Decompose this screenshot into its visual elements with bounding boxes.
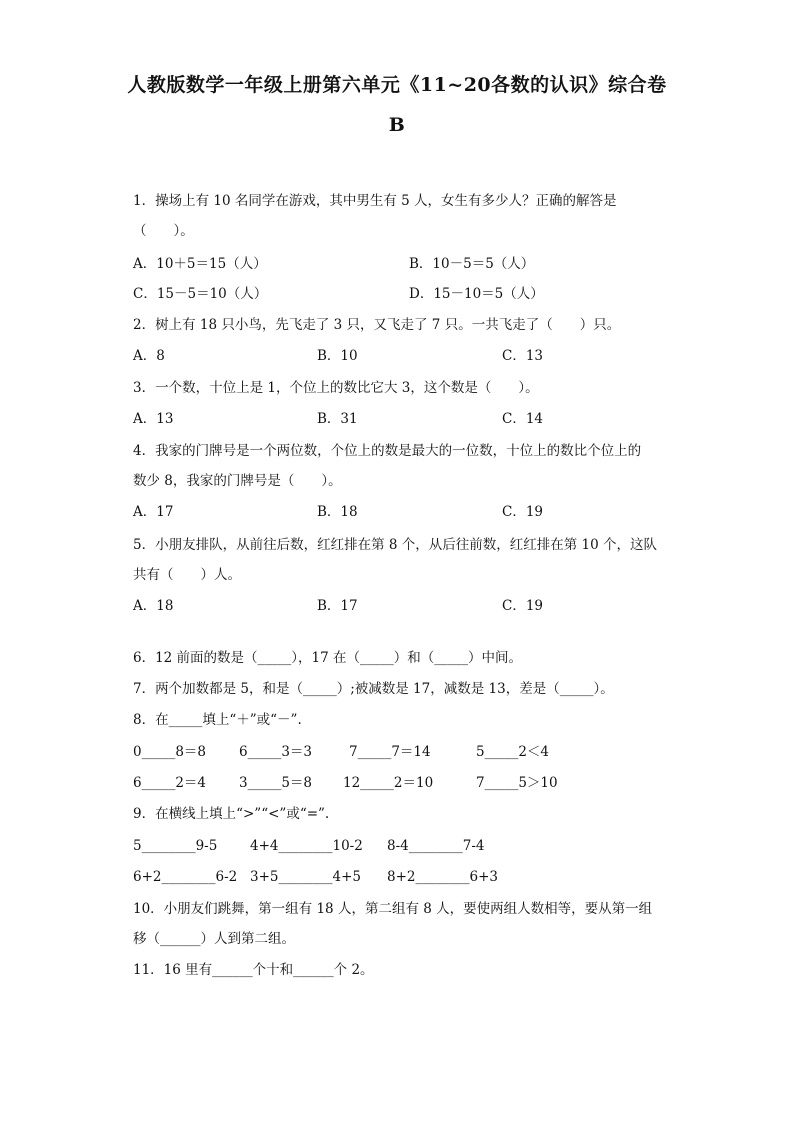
compare-item: 6+2________6-2 xyxy=(133,869,238,885)
compare-item: 8-4________7-4 xyxy=(387,838,485,854)
option-b: B．31 xyxy=(317,411,358,427)
fill-item: 6_____2＝4 xyxy=(133,775,207,791)
option-a: A．10＋5＝15（人） xyxy=(133,256,267,272)
question-7: 7．两个加数都是 5，和是（_____）;被减数是 17，减数是 13，差是（_____）。 xyxy=(133,681,614,697)
option-d: D．15－10＝5（人） xyxy=(409,286,544,302)
title-line-2: B xyxy=(388,114,406,136)
question-11: 11．16 里有______个十和______个 2。 xyxy=(133,962,374,978)
option-a: A．13 xyxy=(133,411,174,427)
fill-item: 7_____7＝14 xyxy=(349,744,431,760)
compare-item: 4+4________10-2 xyxy=(250,838,363,854)
question-stem: 1．操场上有 10 名同学在游戏，其中男生有 5 人，女生有多少人？正确的解答是 xyxy=(133,193,617,209)
question-stem: 8．在_____填上“＋”或“－”. xyxy=(133,712,302,728)
fill-item: 6_____3＝3 xyxy=(239,744,313,760)
fill-item: 7_____5＞10 xyxy=(476,775,558,791)
option-b: B．18 xyxy=(317,504,358,520)
question-stem: 3．一个数，十位上是 1，个位上的数比它大 3，这个数是（ ）。 xyxy=(133,380,539,396)
option-c: C．13 xyxy=(502,348,544,364)
option-a: A．8 xyxy=(133,348,165,364)
fill-item: 5_____2＜4 xyxy=(476,744,550,760)
fill-item: 0_____8＝8 xyxy=(133,744,207,760)
option-a: A．17 xyxy=(133,504,174,520)
fill-item: 3_____5＝8 xyxy=(239,775,313,791)
fill-item: 12_____2＝10 xyxy=(343,775,434,791)
option-a: A．18 xyxy=(133,598,174,614)
compare-item: 5________9-5 xyxy=(133,838,218,854)
option-c: C．14 xyxy=(502,411,544,427)
option-c: C．15－5＝10（人） xyxy=(133,286,268,302)
question-stem: 数少 8，我家的门牌号是（ ）。 xyxy=(133,473,342,489)
option-b: B．10 xyxy=(317,348,358,364)
question-stem: 9．在横线上填上“>”“<”或“=”. xyxy=(133,806,330,822)
question-stem: 5．小朋友排队，从前往后数，红红排在第 8 个，从后往前数，红红排在第 10 个，这队 xyxy=(133,537,658,553)
question-stem: 2．树上有 18 只小鸟，先飞走了 3 只，又飞走了 7 只。一共飞走了（ ）只。 xyxy=(133,317,621,333)
title-line-1: 人教版数学一年级上册第六单元《11~20各数的认识》综合卷 xyxy=(127,74,667,96)
option-b: B．10－5＝5（人） xyxy=(409,256,535,272)
question-stem: 4．我家的门牌号是一个两位数，个位上的数是最大的一位数，十位上的数比个位上的 xyxy=(133,443,642,459)
question-stem: 共有（ ）人。 xyxy=(133,567,241,583)
question-stem: （ ）。 xyxy=(133,223,194,239)
option-c: C．19 xyxy=(502,504,544,520)
question-6: 6．12 前面的数是（_____），17 在（_____）和（_____）中间。 xyxy=(133,650,523,666)
option-c: C．19 xyxy=(502,598,544,614)
question-stem: 移（______）人到第二组。 xyxy=(133,931,295,947)
option-b: B．17 xyxy=(317,598,358,614)
question-stem: 10．小朋友们跳舞，第一组有 18 人，第二组有 8 人，要使两组人数相等，要从第一组 xyxy=(133,901,653,917)
compare-item: 3+5________4+5 xyxy=(250,869,361,885)
compare-item: 8+2________6+3 xyxy=(387,869,498,885)
